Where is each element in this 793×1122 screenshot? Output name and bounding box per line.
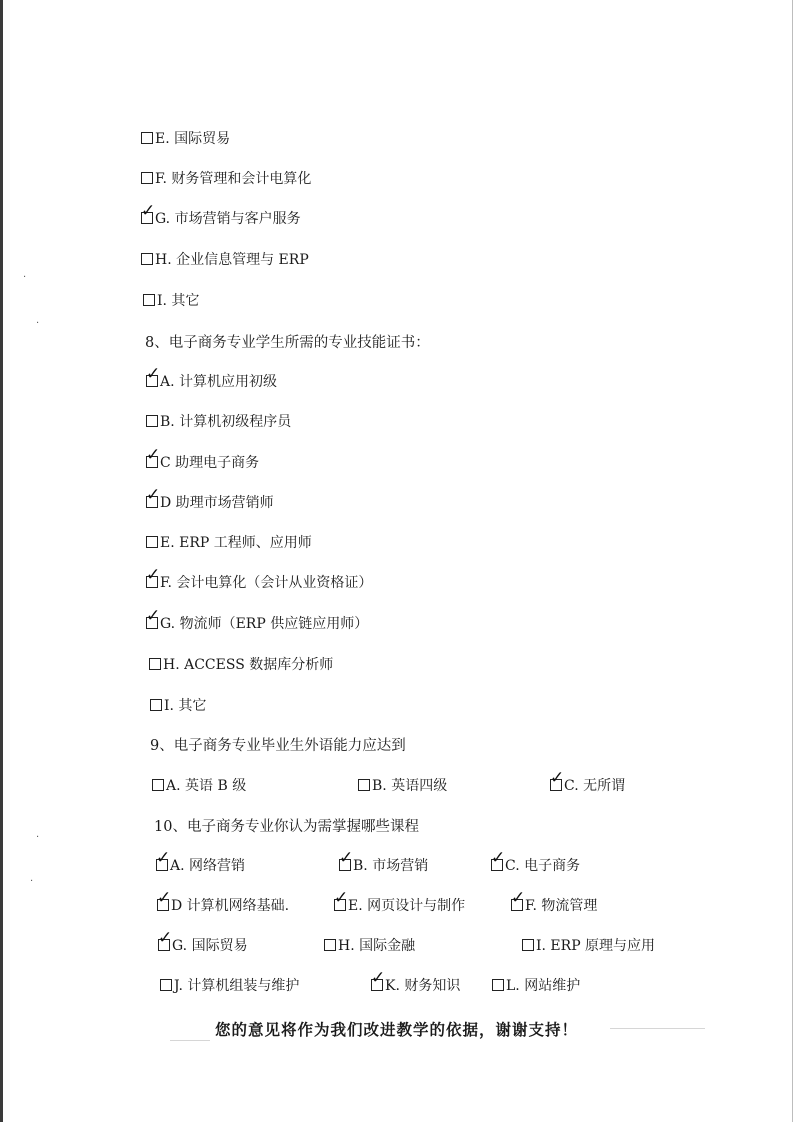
option-label: B. 市场营销 (353, 858, 429, 874)
checkbox-icon[interactable] (150, 699, 162, 711)
option-label: L. 网站维护 (506, 978, 581, 994)
scan-artifact-line (610, 1028, 705, 1029)
checkbox-icon[interactable] (146, 536, 158, 548)
q10-option-e[interactable] (334, 892, 465, 918)
checkbox-icon[interactable] (522, 939, 534, 951)
option-label: C. 无所谓 (564, 778, 626, 794)
q8-option-d[interactable] (146, 489, 274, 515)
checked-checkbox-icon[interactable] (550, 779, 562, 791)
scan-speck: · (23, 272, 27, 283)
option-label: I. ERP 原理与应用 (536, 938, 656, 954)
checked-checkbox-icon[interactable] (146, 617, 158, 629)
q7-option-f[interactable] (141, 165, 311, 191)
option-label: A. 计算机应用初级 (160, 374, 278, 390)
option-label: E. ERP 工程师、应用师 (160, 535, 312, 551)
q8-option-g[interactable] (146, 610, 368, 636)
option-label: D 助理市场营销师 (160, 495, 274, 511)
q10-option-g[interactable] (158, 932, 248, 958)
option-label: C 助理电子商务 (160, 455, 260, 471)
scan-speck: · (36, 832, 40, 843)
option-label: K. 财务知识 (385, 978, 461, 994)
option-label: F. 物流管理 (525, 898, 598, 914)
checked-checkbox-icon[interactable] (511, 899, 523, 911)
option-label: G. 市场营销与客户服务 (155, 211, 301, 227)
option-label: A. 网络营销 (170, 858, 246, 874)
option-label: C. 电子商务 (505, 858, 581, 874)
q9-option-b[interactable] (358, 772, 447, 798)
checked-checkbox-icon[interactable] (371, 979, 383, 991)
q9-option-c[interactable] (550, 772, 625, 798)
q8-option-c[interactable] (146, 449, 259, 475)
q10-option-b[interactable] (339, 852, 428, 878)
option-label: H. 国际金融 (338, 938, 416, 954)
q7-option-i[interactable] (143, 287, 199, 313)
q9-option-a[interactable] (152, 772, 246, 798)
option-label: H. 企业信息管理与 ERP (155, 252, 309, 268)
checked-checkbox-icon[interactable] (339, 859, 351, 871)
q10-option-k[interactable] (371, 972, 460, 998)
option-label: I. 其它 (157, 293, 200, 309)
option-label: H. ACCESS 数据库分析师 (163, 657, 334, 673)
option-label: E. 网页设计与制作 (348, 898, 466, 914)
checkbox-icon[interactable] (141, 132, 153, 144)
q10-option-i[interactable] (522, 932, 655, 958)
q7-option-e[interactable] (141, 125, 230, 151)
q8-option-a[interactable] (146, 368, 277, 394)
q9-question: 9、电子商务专业毕业生外语能力应达到 (150, 737, 406, 754)
checkbox-icon[interactable] (324, 939, 336, 951)
option-label: G. 国际贸易 (172, 938, 248, 954)
scan-speck: · (30, 876, 34, 887)
checkbox-icon[interactable] (141, 172, 153, 184)
q8-option-f[interactable] (146, 569, 372, 595)
q10-option-f[interactable] (511, 892, 597, 918)
q10-option-d[interactable] (157, 892, 289, 918)
q10-option-l[interactable] (492, 972, 580, 998)
option-label: A. 英语 B 级 (166, 778, 247, 794)
option-label: J. 计算机组装与维护 (174, 978, 300, 994)
q10-row-4 (160, 972, 640, 998)
option-label: F. 财务管理和会计电算化 (155, 171, 312, 187)
checkbox-icon[interactable] (141, 253, 153, 265)
checked-checkbox-icon[interactable] (146, 375, 158, 387)
checked-checkbox-icon[interactable] (158, 939, 170, 951)
q10-question: 10、电子商务专业你认为需掌握哪些课程 (154, 818, 419, 835)
checked-checkbox-icon[interactable] (141, 212, 153, 224)
q7-option-g[interactable] (141, 205, 301, 231)
closing-statement: 您的意见将作为我们改进教学的依据，谢谢支持！ (214, 1020, 578, 1039)
checkbox-icon[interactable] (358, 779, 370, 791)
q10-option-j[interactable] (160, 972, 299, 998)
q10-option-c[interactable] (491, 852, 580, 878)
checkbox-icon[interactable] (149, 658, 161, 670)
option-label: G. 物流师（ERP 供应链应用师） (160, 616, 369, 632)
q8-option-h[interactable] (149, 651, 333, 677)
q8-option-b[interactable] (146, 408, 291, 434)
checked-checkbox-icon[interactable] (146, 576, 158, 588)
option-label: I. 其它 (164, 698, 207, 714)
q10-row-2 (157, 892, 637, 918)
checkbox-icon[interactable] (152, 779, 164, 791)
checked-checkbox-icon[interactable] (334, 899, 346, 911)
checkbox-icon[interactable] (492, 979, 504, 991)
checkbox-icon[interactable] (146, 415, 158, 427)
q8-option-e[interactable] (146, 529, 312, 555)
checked-checkbox-icon[interactable] (491, 859, 503, 871)
scan-speck: · (36, 318, 40, 329)
checkbox-icon[interactable] (160, 979, 172, 991)
q9-options-row (152, 772, 672, 798)
checked-checkbox-icon[interactable] (157, 899, 169, 911)
q10-option-h[interactable] (324, 932, 415, 958)
q10-row-3 (158, 932, 658, 958)
option-label: B. 计算机初级程序员 (160, 414, 292, 430)
q10-option-a[interactable] (156, 852, 245, 878)
checked-checkbox-icon[interactable] (146, 456, 158, 468)
scan-artifact-line (170, 1040, 210, 1041)
q8-option-i[interactable] (150, 692, 206, 718)
q7-option-h[interactable] (141, 246, 309, 272)
q10-row-1 (156, 852, 636, 878)
checked-checkbox-icon[interactable] (146, 496, 158, 508)
option-label: D 计算机网络基础. (171, 898, 290, 914)
checkbox-icon[interactable] (143, 294, 155, 306)
option-label: E. 国际贸易 (155, 131, 231, 147)
option-label: B. 英语四级 (372, 778, 448, 794)
checked-checkbox-icon[interactable] (156, 859, 168, 871)
q8-question: 8、电子商务专业学生所需的专业技能证书： (145, 334, 430, 351)
scan-left-edge (0, 0, 3, 1122)
option-label: F. 会计电算化（会计从业资格证） (160, 575, 373, 591)
